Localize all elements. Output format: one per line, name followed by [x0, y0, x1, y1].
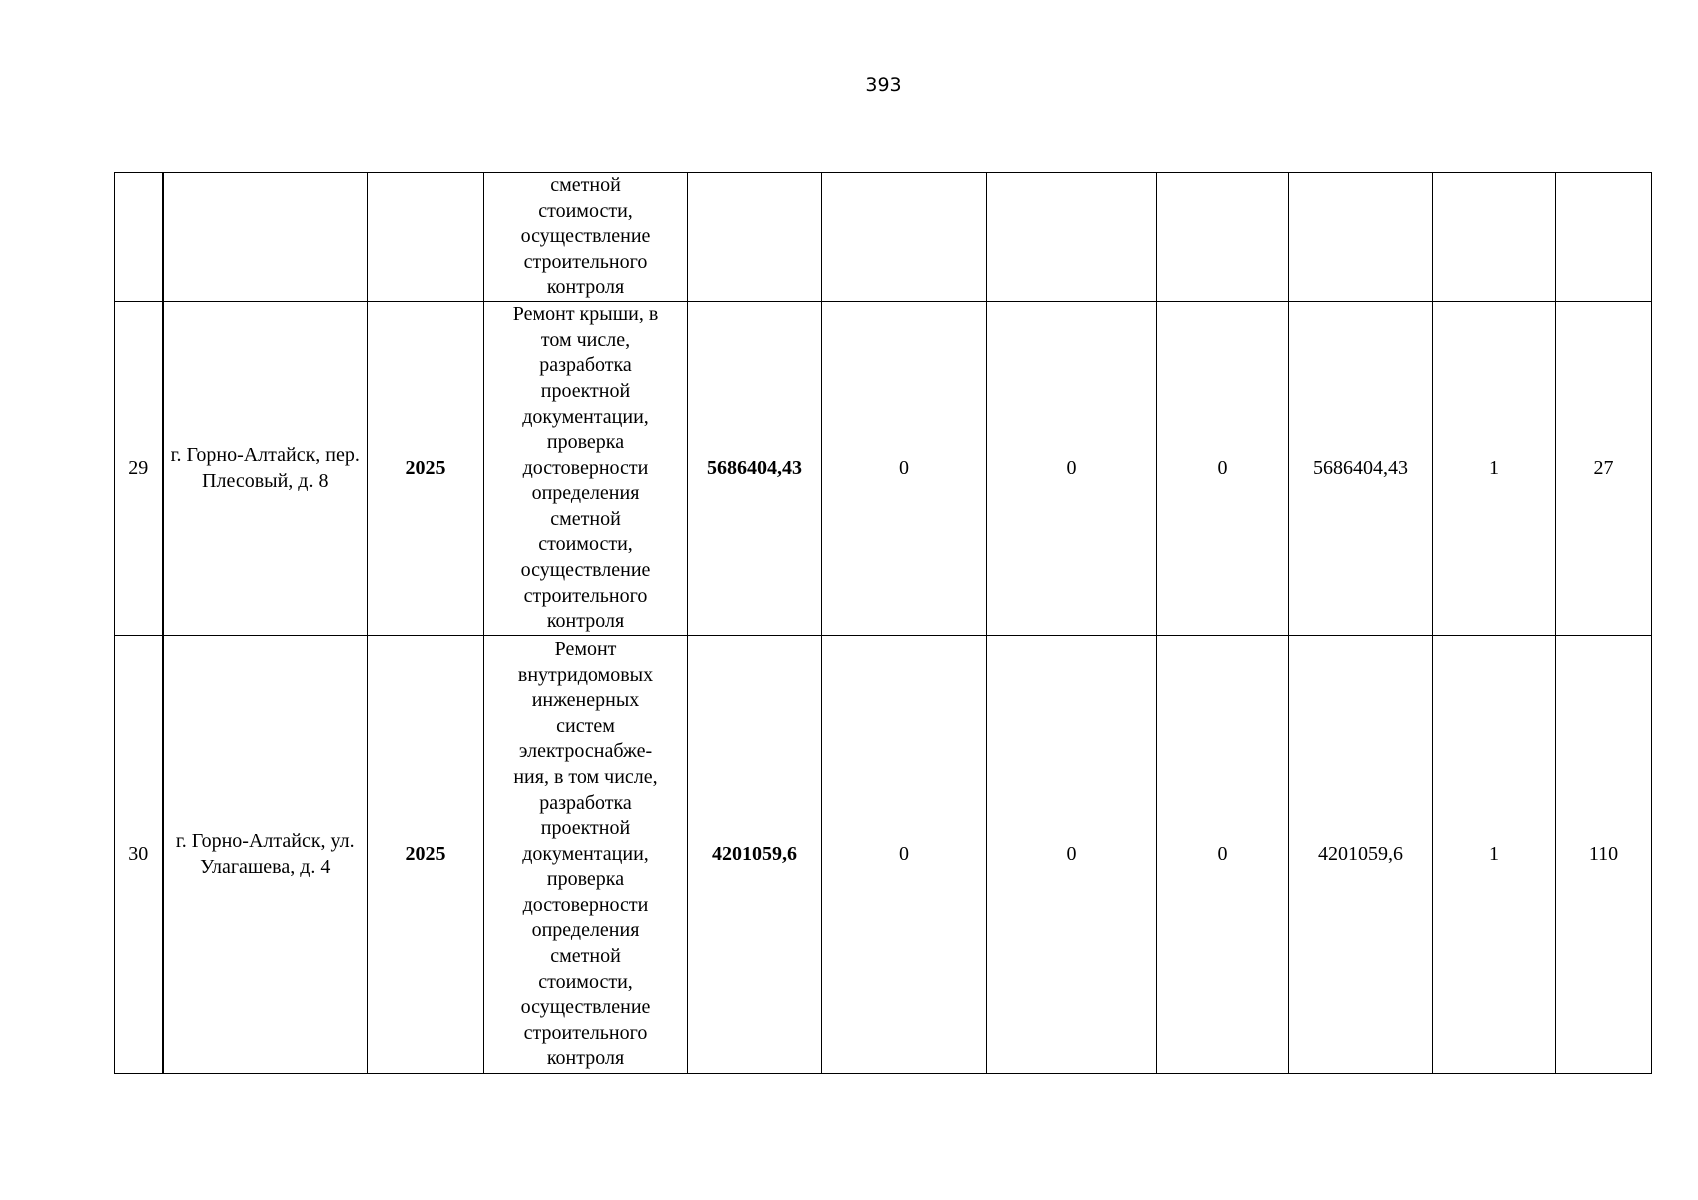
cell-value-1: 0 — [822, 636, 987, 1074]
work-type-text: Ремонт внутридомовых инженерных систем электроснабже- ния, в том числе, разработка проектной документации, проверка достоверности определения сметной стоимости, осуществление строительного контроля — [513, 637, 658, 1070]
table-row — [115, 302, 1652, 636]
cell-address: г. Горно-Алтайск, ул. Улагашева, д. 4 — [163, 636, 368, 1074]
cell-value-2: 0 — [987, 636, 1157, 1074]
cell-value-4: 4201059,6 — [1289, 636, 1433, 1074]
cell-value-1 — [822, 173, 987, 302]
cell-work-type — [484, 636, 688, 1074]
cell-value-3: 0 — [1157, 636, 1289, 1074]
cell-year: 2025 — [368, 636, 484, 1074]
cell-value-5 — [1433, 173, 1556, 302]
cell-year: 2025 — [368, 302, 484, 636]
cell-value-3: 0 — [1157, 302, 1289, 636]
cell-work-type — [484, 173, 688, 302]
cell-value-6: 27 — [1556, 302, 1652, 636]
table-row-continuation — [115, 173, 1652, 302]
cell-value-6: 110 — [1556, 636, 1652, 1074]
repair-register-table — [114, 172, 1652, 1074]
page-number: 393 — [865, 74, 902, 96]
cell-work-type — [484, 302, 688, 636]
cell-year — [368, 173, 484, 302]
cell-address: г. Горно-Алтайск, пер. Плесовый, д. 8 — [163, 302, 368, 636]
cell-row-number: 29 — [115, 302, 163, 636]
cell-value-2: 0 — [987, 302, 1157, 636]
work-type-text: сметной стоимости, осуществление строительного контроля — [520, 174, 651, 299]
cell-address — [163, 173, 368, 302]
cell-value-4: 5686404,43 — [1289, 302, 1433, 636]
cell-value-2 — [987, 173, 1157, 302]
work-type-text: Ремонт крыши, в том числе, разработка проектной документации, проверка достоверности определения сметной стоимости, осуществление строительного контроля — [512, 303, 659, 633]
cell-value-6 — [1556, 173, 1652, 302]
cell-row-number: 30 — [115, 636, 163, 1074]
cell-value-5: 1 — [1433, 636, 1556, 1074]
cell-value-5: 1 — [1433, 302, 1556, 636]
cell-value-3 — [1157, 173, 1289, 302]
cell-total-cost: 4201059,6 — [688, 636, 822, 1074]
cell-value-1: 0 — [822, 302, 987, 636]
cell-total-cost: 5686404,43 — [688, 302, 822, 636]
table-row — [115, 636, 1652, 1074]
cell-row-number — [115, 173, 163, 302]
cell-total-cost — [688, 173, 822, 302]
cell-value-4 — [1289, 173, 1433, 302]
